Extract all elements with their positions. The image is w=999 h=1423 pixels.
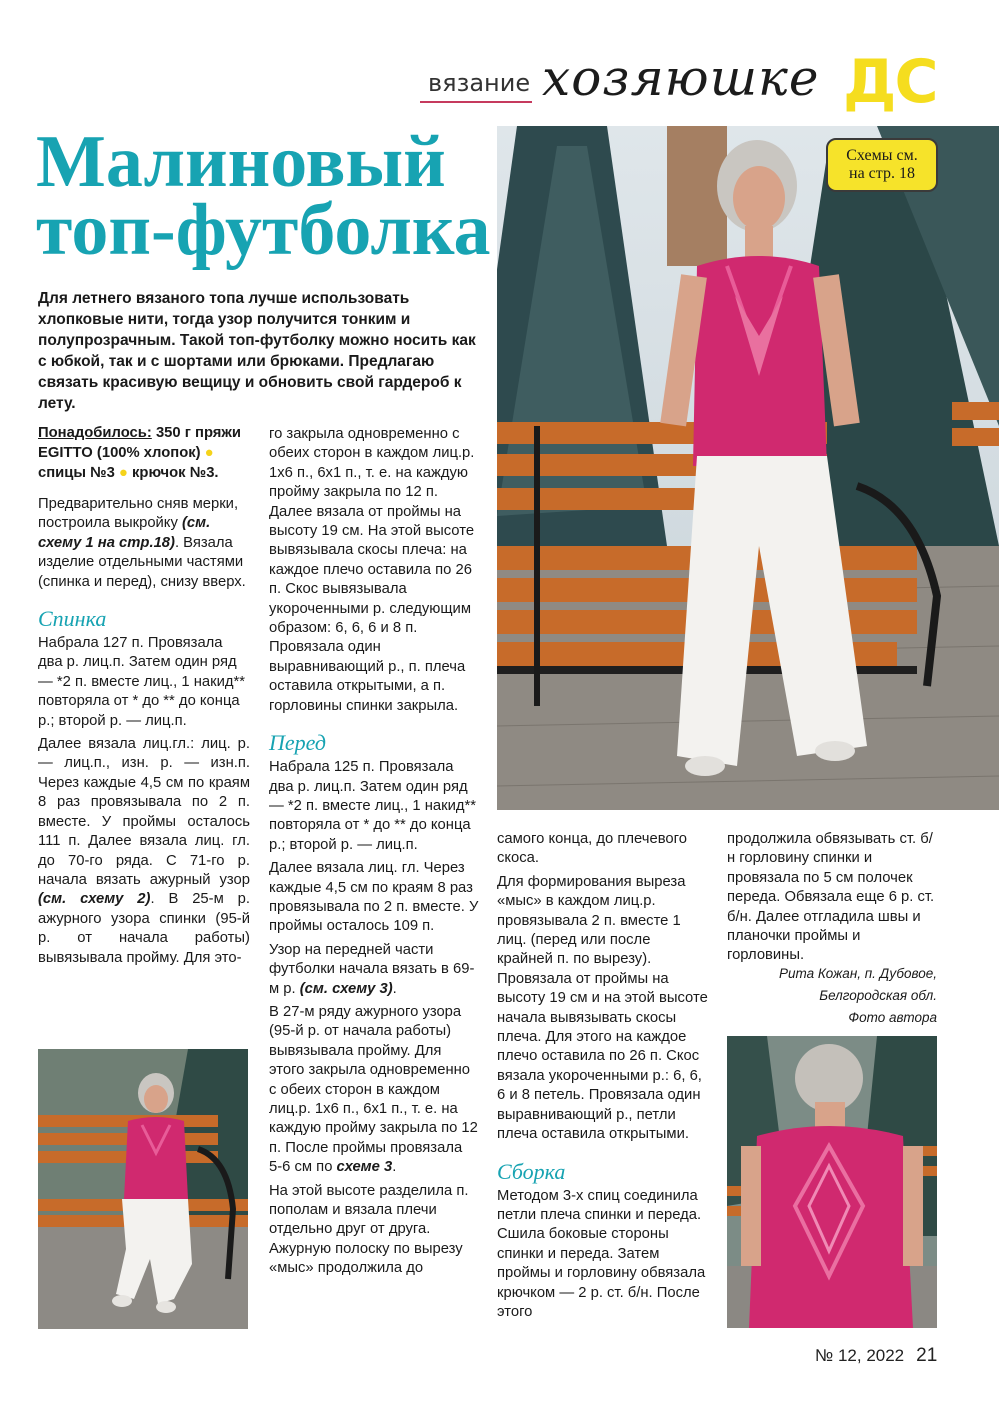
materials-yarn: 350 г пряжи EGITTO (100% хлопок): [38, 425, 242, 461]
front-paragraph-6: самого конца, до плечевого скоса.: [497, 831, 687, 867]
text-run: Далее вязала лиц.гл.: лиц. р. — лиц.п., изн. р. — изн.п. Через каждые 4,5 см по краям 8 раз провязывала по 2 п. вместе. У проймы осталось 111 п. Далее вязала лиц. гл. до 70-го ряда. С 71-го р. начала вязать ажурный узор: [38, 736, 250, 888]
back-paragraph-1: Набрала 127 п. Провязала два р. лиц.п. Затем один ряд — *2 п. вместе лиц., 1 накид** повторяла от * до ** до конца р.; второй р. — лиц.п.: [38, 635, 246, 729]
text-run: .: [392, 1159, 397, 1176]
schemes-badge: [826, 138, 938, 192]
intro-paragraph: Для летнего вязаного топа лучше использовать хлопковые нити, тогда узор получится тонким и полупрозрачным. Такой топ-футболку можно носить как с юбкой, так и с шортами или брюками. Предлагаю связать красивую вещицу и обновить свой гардероб к лету.: [38, 290, 476, 412]
intro-method: [38, 495, 250, 592]
author-credit: [727, 963, 937, 1029]
scheme-ref: схеме 3: [336, 1159, 393, 1176]
badge-line-1: Схемы см.: [846, 147, 918, 164]
bullet-icon: ●: [204, 445, 214, 461]
materials-needles: спицы №3: [38, 465, 115, 481]
text-run: .: [392, 980, 397, 997]
text-run: . Вязала изделие отдельными частями (спинка и перед), снизу вверх.: [38, 534, 246, 590]
photo-credit: Фото автора: [848, 1010, 937, 1025]
page-footer: [815, 1345, 937, 1367]
seated-photo: [38, 1049, 248, 1329]
bullet-icon: ●: [118, 465, 128, 481]
brand-logo: ДС: [843, 47, 937, 117]
materials-hook: крючок №3.: [132, 465, 219, 481]
main-photo: [497, 126, 999, 810]
author-name: Рита Кожан, п. Дубовое,: [778, 966, 937, 981]
issue-number: № 12, 2022: [815, 1346, 905, 1365]
section-heading-front: Перед: [269, 730, 326, 756]
scheme-ref: (см. схему 2): [38, 891, 151, 908]
scheme-ref: (см. схему 3): [299, 980, 393, 997]
text-run: Узор на передней части футболки начала вязать в 69-м р.: [269, 941, 475, 997]
title-line-2: топ-футболка: [36, 189, 491, 271]
front-paragraph-3: [269, 941, 479, 999]
column-2: [269, 425, 479, 1283]
rubric-title: хозяюшке: [542, 49, 820, 107]
back-paragraph-3: го закрыла одновременно с обеих сторон в каждом лиц.р. 1х6 п., 6х1 п., т. е. на каждую пройму закрыла по 12 п. Далее вязала от проймы на высоту 19 см. На этой высоте вывязывала скосы плеча: на каждое плечо оставила по 26 п. Скос вывязывала укороченными р. следующим образом: 6, 6, 6 и 8 п. Провязала один выравнивающий р., п. плеча оставила открытыми, а п. горловины спинки закрыла.: [269, 426, 475, 714]
assembly-paragraph-1: Методом 3-х спиц соединила петли плеча спинки и переда. Сшила боковые стороны спинки и переда. Затем проймы и горловину обвязала крючком — 2 р. ст. б/н. После этого: [497, 1187, 706, 1320]
back-view-photo: [727, 1036, 937, 1328]
masthead-underline: [420, 101, 532, 103]
front-paragraph-1: Набрала 125 п. Провязала два р. лиц.п. Затем один ряд — *2 п. вместе лиц., 1 накид** повторяла от * до ** до конца р.; второй р. — лиц.п.: [269, 759, 477, 853]
text-run: Предварительно сняв мерки, построила выкройку: [38, 496, 239, 532]
text-run: . В 25-м р. ажурного узора спинки (95-й р. от начала работы) вывязывала пройму. Для это-: [38, 891, 250, 966]
section-label: вязание: [428, 69, 531, 97]
column-4: [727, 830, 939, 970]
section-heading-assembly: Сборка: [497, 1158, 566, 1184]
assembly-paragraph-2: продолжила обвязывать ст. б/н горловину спинки и провязала по 5 см полочек переда. Обвязала еще 6 р. ст. б/н. Далее отгладила швы и планочки проймы и горловины.: [727, 831, 935, 964]
front-paragraph-5: На этой высоте разделила п. пополам и вязала плечи отдельно друг от друга. Ажурную полоску по вырезу «мыс» продолжила до: [269, 1182, 469, 1277]
article-title: [36, 121, 491, 271]
page-number: 21: [916, 1345, 938, 1366]
text-run: В 27-м ряду ажурного узора (95-й р. от начала работы) вывязывала пройму. Для этого закрыла одновременно с обеих сторон в каждом лиц.р. 1х6 п., 6х1 п., т. е. на каждую пройму закрыла по 12 п. После проймы провязала 5-6 см по: [269, 1003, 478, 1176]
badge-line-2: на стр. 18: [849, 165, 915, 182]
column-3: [497, 830, 709, 1326]
front-paragraph-2: Далее вязала лиц. гл. Через каждые 4,5 см по краям 8 раз провязывала по 2 п. вместе. У проймы осталось 109 п.: [269, 860, 479, 935]
author-region: Белгородская обл.: [819, 988, 937, 1003]
column-1: [38, 423, 250, 972]
front-paragraph-7: Для формирования выреза «мыс» в каждом лиц.р. провязывала 2 п. вместе 1 лиц. (перед или после крайней п. по вырезу). Провязала от проймы на высоту 19 см и на этой высоте начала вывязывать скосы плеча. Для этого на каждое плечо оставила по 26 п. Скос вязала укороченными р.: 6, 6, 6 и 8 петель. Провязала один выравнивающий р., петли плеча оставила открытыми.: [497, 873, 708, 1143]
materials-label: Понадобилось:: [38, 425, 152, 441]
scheme-ref: (см. схему 1 на стр.18): [38, 515, 211, 551]
title-line-1: Малиновый: [36, 121, 446, 203]
materials-block: [38, 423, 250, 483]
section-heading-back: Спинка: [38, 606, 107, 632]
back-paragraph-2: [38, 735, 250, 968]
masthead: [420, 47, 950, 117]
front-paragraph-4: [269, 1003, 479, 1178]
